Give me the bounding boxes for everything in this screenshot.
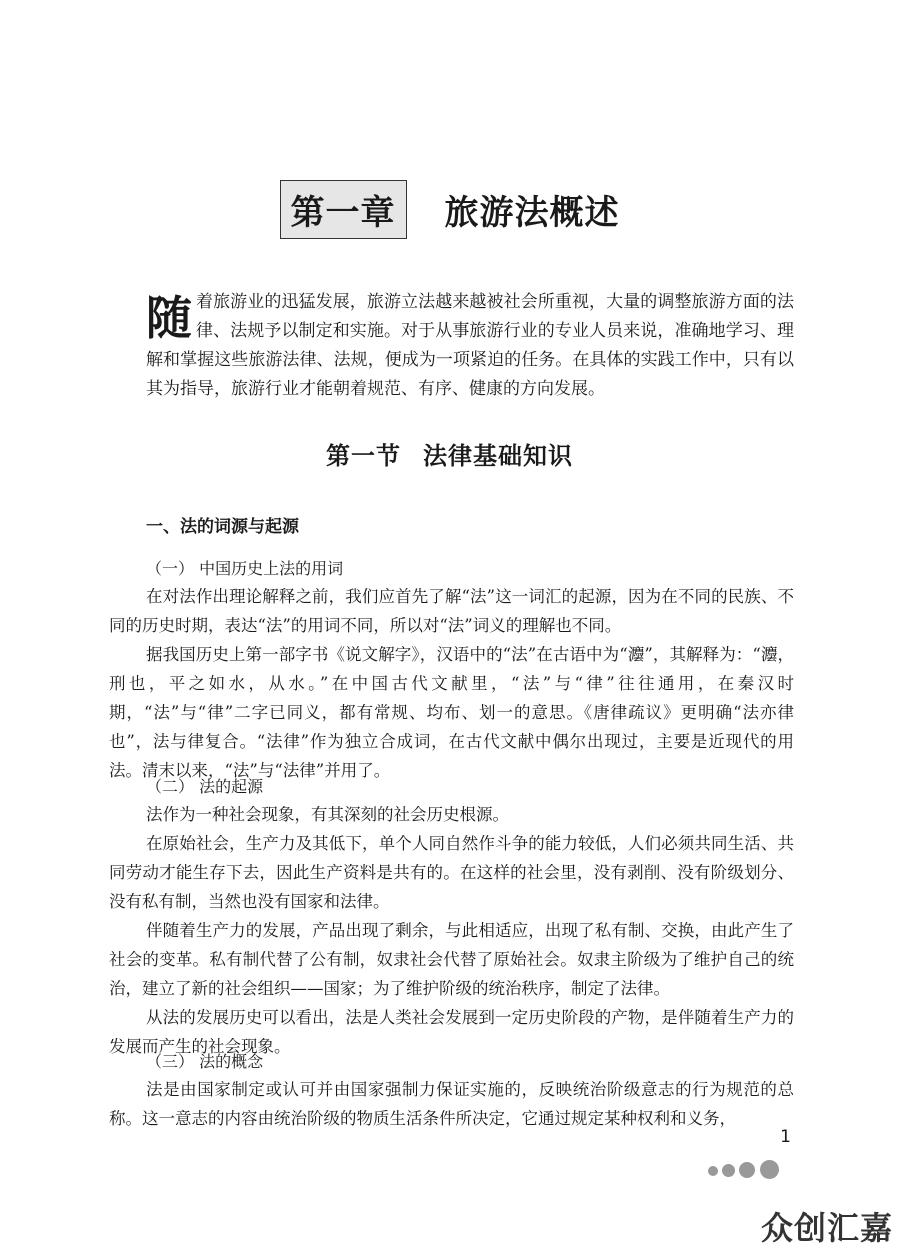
watermark: 众创汇嘉 [760, 1209, 893, 1247]
paragraph-2: 据我国历史上第一部字书《说文解字》，汉语中的“法”在古语中为“灋”，其解释为：“灋，刑也，平之如水，从水。”在中国古代文献里，“法”与“律”往往通用，在秦汉时期，“法”与“律”二字已同义，都有常规、均布、划一的意思。《唐律疏议》更明确“法亦律也”，法与律复合。“法律”作为独立合成词，在古代文献中偶尔出现过，主要是近现代的用法。清末以来，“法”与“法律”并用了。 [109, 645, 794, 780]
subheading-1: （一） 中国历史上法的用词 [146, 559, 344, 578]
paragraph-4: 在原始社会，生产力及其低下，单个人同自然作斗争的能力较低，人们必须共同生活、共同劳动才能生存下去，因此生产资料是共有的。在这样的社会里，没有剥削、没有阶级划分、没有私有制，当然也没有国家和法律。 [109, 834, 794, 911]
chapter-label: 第一章 [280, 180, 407, 239]
paragraph-3: 法作为一种社会现象，有其深刻的社会历史根源。 [146, 805, 509, 824]
page-number: 1 [780, 1127, 791, 1147]
dot-icon [739, 1162, 755, 1178]
chapter-heading [0, 180, 899, 239]
heading-level-1: 一、法的词源与起源 [146, 517, 299, 537]
subheading-3: （三） 法的概念 [146, 1052, 264, 1071]
dot-icon [708, 1166, 718, 1176]
chapter-intro [146, 288, 794, 404]
paragraph-1: 在对法作出理论解释之前，我们应首先了解“法”这一词汇的起源，因为在不同的民族、不同的历史时期，表达“法”的用词不同，所以对“法”词义的理解也不同。 [109, 587, 794, 635]
paragraph-7: 法是由国家制定或认可并由国家强制力保证实施的，反映统治阶级意志的行为规范的总称。这一意志的内容由统治阶级的物质生活条件所决定，它通过规定某种权利和义务， [109, 1080, 794, 1128]
paragraph-6: 从法的发展历史可以看出，法是人类社会发展到一定历史阶段的产物，是伴随着生产力的发展而产生的社会现象。 [109, 1008, 794, 1056]
section-title: 法律基础知识 [423, 441, 573, 470]
drop-cap: 随 [146, 291, 192, 345]
intro-text: 着旅游业的迅猛发展，旅游立法越来越被社会所重视，大量的调整旅游方面的法律、法规予以制定和实施。对于从事旅游行业的专业人员来说，准确地学习、理解和掌握这些旅游法律、法规，便成为一项紧迫的任务。在具体的实践工作中，只有以其为指导，旅游行业才能朝着规范、有序、健康的方向发展。 [146, 292, 794, 399]
dot-icon [760, 1160, 779, 1179]
section-heading [0, 436, 899, 471]
paragraph-5: 伴随着生产力的发展，产品出现了剩余，与此相适应，出现了私有制、交换，由此产生了社会的变革。私有制代替了公有制，奴隶社会代替了原始社会。奴隶主阶级为了维护自己的统治，建立了新的社会组织——国家；为了维护阶级的统治秩序，制定了法律。 [109, 921, 794, 998]
subheading-2: （二） 法的起源 [146, 777, 264, 796]
dot-icon [722, 1164, 735, 1177]
section-label: 第一节 [326, 441, 401, 470]
chapter-title: 旅游法概述 [444, 193, 620, 233]
